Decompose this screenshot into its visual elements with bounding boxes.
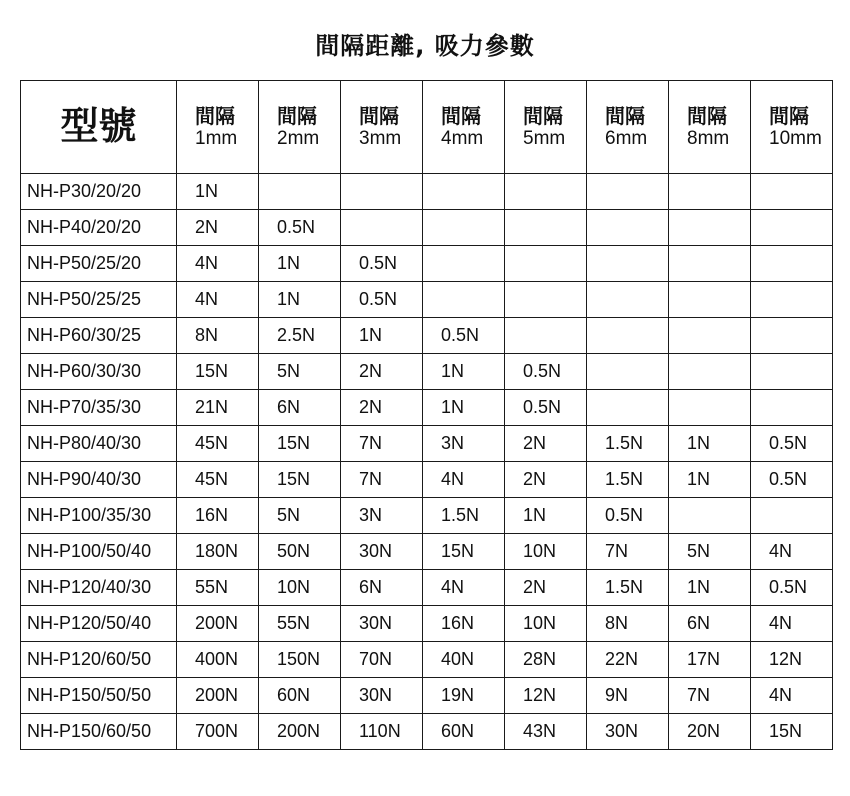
force-cell: 60N — [259, 678, 341, 714]
force-cell: 0.5N — [587, 498, 669, 534]
force-cell: 2N — [505, 570, 587, 606]
model-cell: NH-P40/20/20 — [21, 210, 177, 246]
force-cell: 0.5N — [751, 462, 833, 498]
force-cell: 12N — [751, 642, 833, 678]
force-cell: 3N — [423, 426, 505, 462]
force-cell: 2N — [505, 462, 587, 498]
force-cell — [423, 174, 505, 210]
gap-header-distance: 4mm — [441, 127, 484, 149]
force-cell — [669, 390, 751, 426]
force-cell: 1.5N — [587, 570, 669, 606]
gap-column-header — [259, 81, 341, 174]
force-cell: 2N — [177, 210, 259, 246]
force-cell: 43N — [505, 714, 587, 750]
gap-header-distance: 1mm — [195, 127, 238, 149]
force-cell — [423, 210, 505, 246]
force-cell: 6N — [669, 606, 751, 642]
gap-header-label: 間隔 — [277, 103, 317, 128]
force-cell: 15N — [423, 534, 505, 570]
force-cell: 0.5N — [505, 390, 587, 426]
force-cell — [505, 282, 587, 318]
force-cell — [669, 282, 751, 318]
force-cell: 1N — [341, 318, 423, 354]
force-cell: 0.5N — [751, 570, 833, 606]
header-row — [21, 81, 833, 174]
force-cell: 0.5N — [341, 246, 423, 282]
force-cell: 15N — [259, 462, 341, 498]
gap-header-distance: 5mm — [523, 127, 566, 149]
force-cell: 200N — [177, 606, 259, 642]
table-row — [21, 246, 833, 282]
force-cell: 50N — [259, 534, 341, 570]
model-cell: NH-P100/35/30 — [21, 498, 177, 534]
force-cell: 20N — [669, 714, 751, 750]
force-cell: 0.5N — [505, 354, 587, 390]
gap-header-distance: 10mm — [769, 127, 822, 149]
force-cell: 8N — [587, 606, 669, 642]
force-cell: 150N — [259, 642, 341, 678]
force-cell: 0.5N — [341, 282, 423, 318]
table-row — [21, 282, 833, 318]
force-cell: 55N — [259, 606, 341, 642]
force-cell: 10N — [505, 534, 587, 570]
force-cell — [587, 318, 669, 354]
gap-header-label: 間隔 — [605, 103, 645, 128]
model-cell: NH-P30/20/20 — [21, 174, 177, 210]
force-cell: 1N — [423, 390, 505, 426]
gap-column-header — [341, 81, 423, 174]
force-cell: 7N — [587, 534, 669, 570]
gap-header-distance: 8mm — [687, 127, 730, 149]
force-cell: 5N — [259, 354, 341, 390]
force-cell: 1N — [669, 570, 751, 606]
force-cell: 1N — [259, 246, 341, 282]
force-cell — [669, 246, 751, 282]
force-cell: 7N — [341, 426, 423, 462]
force-cell — [751, 498, 833, 534]
force-cell: 4N — [751, 606, 833, 642]
table-row — [21, 462, 833, 498]
force-cell: 28N — [505, 642, 587, 678]
model-cell: NH-P120/60/50 — [21, 642, 177, 678]
force-cell: 6N — [259, 390, 341, 426]
force-cell: 16N — [423, 606, 505, 642]
table-row — [21, 174, 833, 210]
force-cell: 70N — [341, 642, 423, 678]
force-cell — [751, 210, 833, 246]
force-cell: 10N — [505, 606, 587, 642]
force-cell — [751, 318, 833, 354]
force-cell — [669, 498, 751, 534]
force-cell: 60N — [423, 714, 505, 750]
gap-header-distance: 2mm — [277, 127, 320, 149]
force-cell — [751, 246, 833, 282]
force-cell: 4N — [423, 570, 505, 606]
force-cell — [669, 174, 751, 210]
force-cell — [587, 390, 669, 426]
model-cell: NH-P90/40/30 — [21, 462, 177, 498]
gap-header-label: 間隔 — [441, 103, 481, 128]
force-cell — [505, 318, 587, 354]
model-column-header: 型號 — [21, 81, 177, 174]
force-cell: 22N — [587, 642, 669, 678]
force-cell — [669, 318, 751, 354]
gap-column-header — [423, 81, 505, 174]
force-cell: 1N — [423, 354, 505, 390]
force-cell: 4N — [751, 678, 833, 714]
model-cell: NH-P150/60/50 — [21, 714, 177, 750]
table-row — [21, 642, 833, 678]
force-cell: 1N — [259, 282, 341, 318]
force-cell: 12N — [505, 678, 587, 714]
table-header — [21, 81, 833, 174]
force-cell — [669, 210, 751, 246]
table-row — [21, 714, 833, 750]
force-cell: 200N — [259, 714, 341, 750]
force-cell: 6N — [341, 570, 423, 606]
model-cell: NH-P100/50/40 — [21, 534, 177, 570]
force-cell — [587, 210, 669, 246]
force-cell: 15N — [177, 354, 259, 390]
force-cell — [341, 174, 423, 210]
force-cell — [423, 282, 505, 318]
force-cell: 0.5N — [259, 210, 341, 246]
force-cell: 110N — [341, 714, 423, 750]
gap-column-header — [505, 81, 587, 174]
gap-header-label: 間隔 — [769, 103, 809, 128]
force-cell: 10N — [259, 570, 341, 606]
force-cell: 55N — [177, 570, 259, 606]
force-cell: 7N — [341, 462, 423, 498]
model-cell: NH-P120/50/40 — [21, 606, 177, 642]
table-row — [21, 426, 833, 462]
force-cell: 30N — [341, 678, 423, 714]
force-cell: 3N — [341, 498, 423, 534]
model-cell: NH-P80/40/30 — [21, 426, 177, 462]
force-cell — [423, 246, 505, 282]
table-row — [21, 534, 833, 570]
force-cell: 17N — [669, 642, 751, 678]
force-cell: 200N — [177, 678, 259, 714]
force-cell: 2N — [341, 390, 423, 426]
force-cell: 9N — [587, 678, 669, 714]
force-cell: 5N — [669, 534, 751, 570]
force-cell: 7N — [669, 678, 751, 714]
gap-column-header — [669, 81, 751, 174]
force-cell: 1N — [177, 174, 259, 210]
gap-header-label: 間隔 — [523, 103, 563, 128]
table-row — [21, 318, 833, 354]
gap-column-header — [751, 81, 833, 174]
gap-header-label: 間隔 — [195, 103, 235, 128]
force-cell: 4N — [423, 462, 505, 498]
force-cell — [751, 282, 833, 318]
force-cell: 16N — [177, 498, 259, 534]
force-cell: 21N — [177, 390, 259, 426]
force-cell: 0.5N — [423, 318, 505, 354]
gap-header-distance: 3mm — [359, 127, 402, 149]
force-cell: 40N — [423, 642, 505, 678]
gap-column-header — [177, 81, 259, 174]
force-cell: 4N — [177, 282, 259, 318]
force-cell: 1N — [505, 498, 587, 534]
table-row — [21, 390, 833, 426]
force-cell — [587, 282, 669, 318]
table-row — [21, 498, 833, 534]
force-cell: 15N — [259, 426, 341, 462]
model-cell: NH-P60/30/25 — [21, 318, 177, 354]
force-cell: 2N — [341, 354, 423, 390]
force-cell: 1.5N — [587, 426, 669, 462]
force-cell: 4N — [751, 534, 833, 570]
table-row — [21, 570, 833, 606]
force-cell — [751, 174, 833, 210]
force-cell: 30N — [587, 714, 669, 750]
force-cell: 1N — [669, 426, 751, 462]
force-cell: 8N — [177, 318, 259, 354]
force-cell — [751, 354, 833, 390]
model-cell: NH-P50/25/20 — [21, 246, 177, 282]
model-cell: NH-P50/25/25 — [21, 282, 177, 318]
page-title: 間隔距離, 吸力參數 — [315, 32, 535, 60]
force-cell: 180N — [177, 534, 259, 570]
table-row — [21, 210, 833, 246]
force-cell: 400N — [177, 642, 259, 678]
force-cell: 45N — [177, 462, 259, 498]
gap-header-label: 間隔 — [359, 103, 399, 128]
force-cell — [669, 354, 751, 390]
table-row — [21, 678, 833, 714]
force-cell — [751, 390, 833, 426]
force-cell — [587, 246, 669, 282]
force-cell: 4N — [177, 246, 259, 282]
force-cell: 700N — [177, 714, 259, 750]
force-cell: 2.5N — [259, 318, 341, 354]
model-cell: NH-P70/35/30 — [21, 390, 177, 426]
force-cell — [587, 354, 669, 390]
force-cell — [341, 210, 423, 246]
force-cell: 15N — [751, 714, 833, 750]
gap-header-label: 間隔 — [687, 103, 727, 128]
model-cell: NH-P120/40/30 — [21, 570, 177, 606]
gap-header-distance: 6mm — [605, 127, 648, 149]
force-cell — [505, 174, 587, 210]
force-cell: 5N — [259, 498, 341, 534]
force-cell: 1.5N — [587, 462, 669, 498]
force-cell: 1.5N — [423, 498, 505, 534]
force-cell — [505, 246, 587, 282]
force-cell: 2N — [505, 426, 587, 462]
force-cell: 30N — [341, 606, 423, 642]
force-cell: 19N — [423, 678, 505, 714]
force-cell — [505, 210, 587, 246]
table-row — [21, 354, 833, 390]
gap-column-header — [587, 81, 669, 174]
table-row — [21, 606, 833, 642]
suction-spec-table — [20, 80, 833, 750]
force-cell: 30N — [341, 534, 423, 570]
force-cell: 45N — [177, 426, 259, 462]
table-body — [21, 174, 833, 750]
force-cell — [587, 174, 669, 210]
force-cell — [259, 174, 341, 210]
model-cell: NH-P150/50/50 — [21, 678, 177, 714]
model-cell: NH-P60/30/30 — [21, 354, 177, 390]
force-cell: 1N — [669, 462, 751, 498]
force-cell: 0.5N — [751, 426, 833, 462]
